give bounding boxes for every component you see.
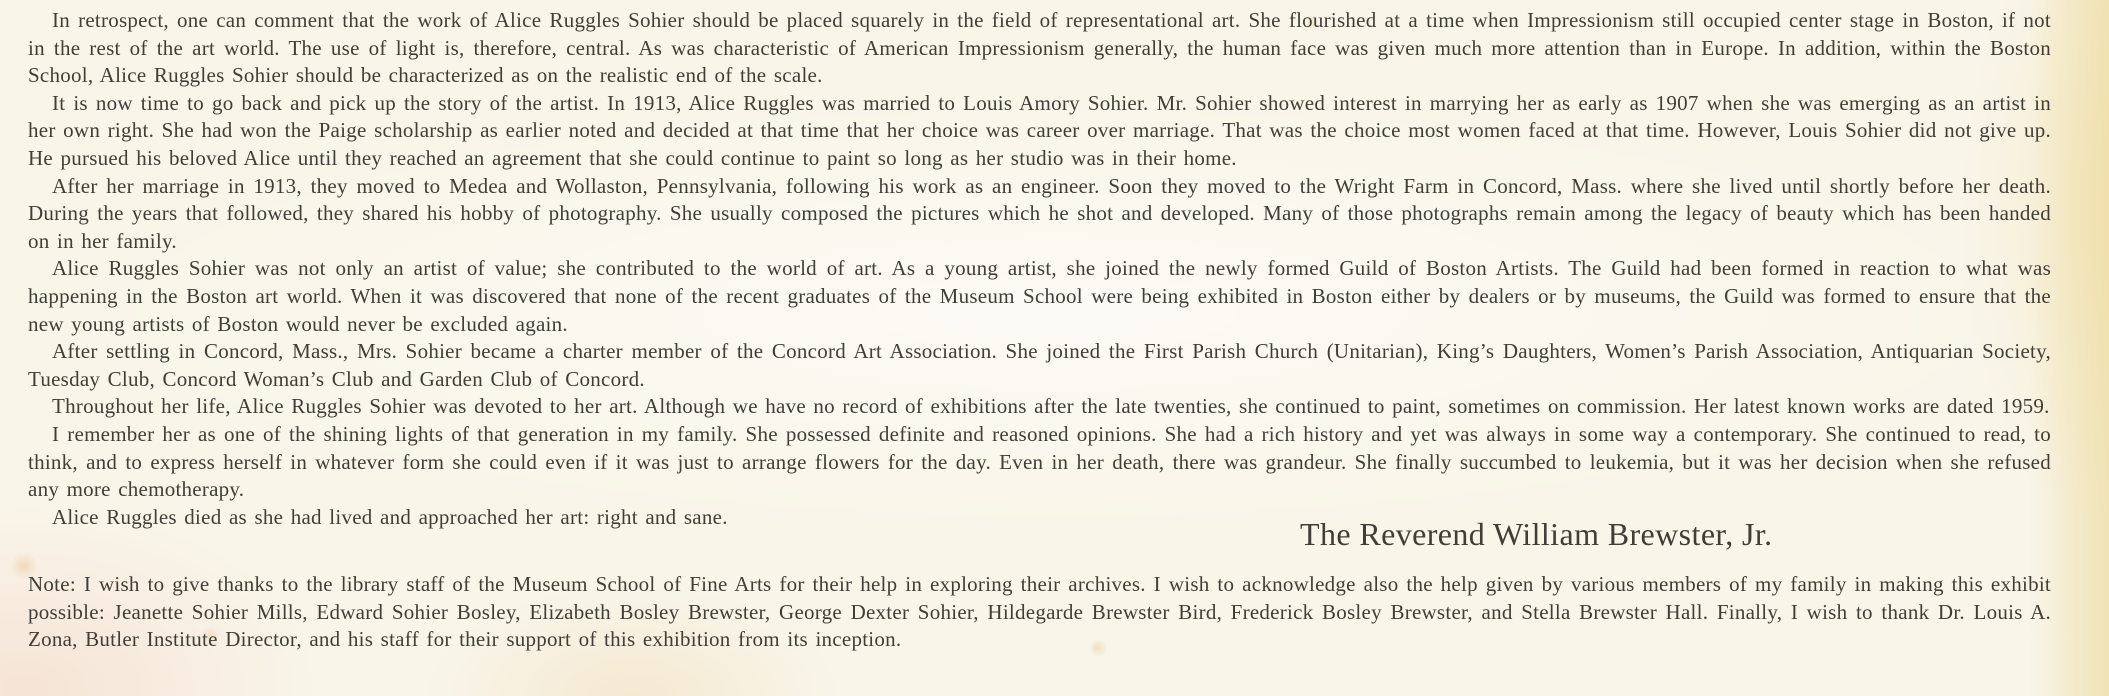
body-paragraph: I remember her as one of the shining lights of that generation in my family. She possessed definite and reasoned opinions. She had a rich history and yet was always in some way a contemporary. She continued to read, to think, and to express herself in whatever form she could even if it was just to arrange flowers for the day. Even in her death, there was grandeur. She finally succumbed to leukemia, but it was her decision when she refused any more chemotherapy. [28, 421, 2051, 502]
body-paragraph: Throughout her life, Alice Ruggles Sohier was devoted to her art. Although we have no record of exhibitions after the late twenties, she continued to paint, sometimes on commission. Her latest known works are dated 1959. [52, 394, 2050, 419]
body-paragraph: Alice Ruggles Sohier was not only an artist of value; she contributed to the world of art. As a young artist, she joined the newly formed Guild of Boston Artists. The Guild had been formed in reaction to what was happening in the Boston art world. When it was discovered that none of the recent graduates of the Museum School were being exhibited in Boston either by dealers or by museums, the Guild was formed to ensure that the new young artists of Boston would never be excluded again. [28, 256, 2051, 336]
note-paragraph: Note: I wish to give thanks to the library staff of the Museum School of Fine Arts for their help in exploring their archives. I wish to acknowledge also the help given by various members of my family in making this exhibit possible: Jeanette Sohier Mills, Edward Sohier Bosley, Elizabeth Bosley Brewster, George Dexter Sohier, Hildegarde Brewster Bird, Frederick Bosley Brewster, and Stella Brewster Hall. Finally, I wish to thank Dr. Louis A. Zona, Butler Institute Director, and his staff for their support of this exhibition from its inception. [28, 572, 2051, 652]
body-paragraph: It is now time to go back and pick up the story of the artist. In 1913, Alice Ruggles was married to Louis Amory Sohier. Mr. Sohier showed interest in marrying her as early as 1907 when she was emerging as an artist in her own right. She had won the Paige scholarship as earlier noted and decided at that time that her choice was career over marriage. That was the choice most women faced at that time. However, Louis Sohier did not give up. He pursued his beloved Alice until they reached an agreement that she could continue to paint so long as her studio was in their home. [28, 90, 2051, 170]
body-paragraph: Alice Ruggles died as she had lived and approached her art: right and sane. [52, 504, 728, 529]
body-paragraph: In retrospect, one can comment that the work of Alice Ruggles Sohier should be placed squarely in the field of representational art. She flourished at a time when Impressionism still occupied center stage in Boston, if not in the rest of the art world. The use of light is, therefore, central. As was characteristic of American Impressionism generally, the human face was given much more attention than in Europe. In addition, within the Boston School, Alice Ruggles Sohier should be characterized as on the realistic end of the scale. [28, 8, 2051, 88]
body-paragraph: After settling in Concord, Mass., Mrs. Sohier became a charter member of the Concord Art Association. She joined the First Parish Church (Unitarian), King’s Daughters, Women’s Parish Association, Antiquarian Society, Tuesday Club, Concord Woman’s Club and Garden Club of Concord. [28, 339, 2051, 391]
author-signature: The Reverend William Brewster, Jr. [1300, 516, 1773, 553]
body-paragraph: After her marriage in 1913, they moved to Medea and Wollaston, Pennsylvania, following his work as an engineer. Soon they moved to the Wright Farm in Concord, Mass. where she lived until shortly before her death. During the years that followed, they shared his hobby of photography. She usually composed the pictures which he shot and developed. Many of those photographs remain among the legacy of beauty which has been handed on in her family. [28, 173, 2051, 253]
